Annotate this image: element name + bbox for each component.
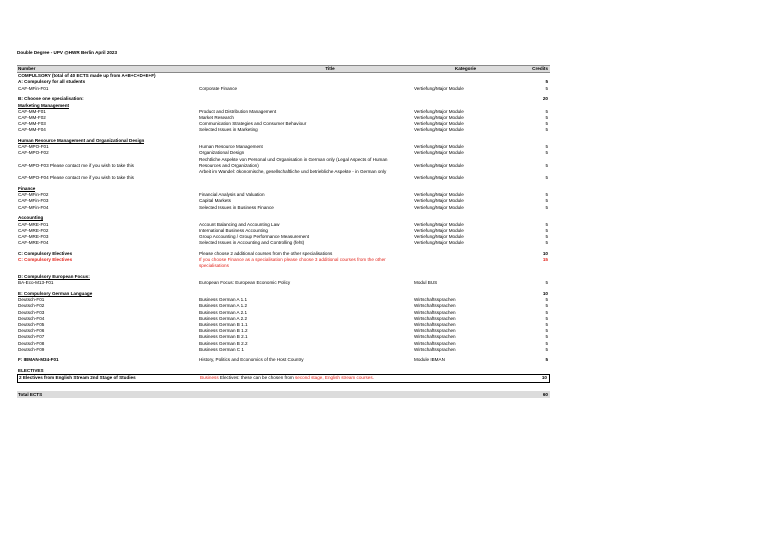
number-text: CAF-MRE-F02 xyxy=(18,227,49,233)
course-kategorie: Vertiefung/Major Module xyxy=(414,240,464,246)
course-title: Business German A 2.2 xyxy=(199,315,248,321)
course-credits: 5 xyxy=(545,315,548,321)
header-number: Number xyxy=(18,66,36,71)
course-credits: 5 xyxy=(545,175,548,181)
course-credits: 10 xyxy=(542,250,548,256)
number-text: CAF-MRE-F01 xyxy=(18,221,49,227)
number-text: CAF-MRE-F03 xyxy=(18,233,49,239)
course-credits: 5 xyxy=(545,144,548,150)
number-text: C: Compulsory Electives xyxy=(18,250,73,256)
course-credits: 5 xyxy=(545,121,548,127)
course-title: Account Balancing and Accounting Law xyxy=(199,221,280,227)
course-title: Human Resource Management xyxy=(199,144,263,150)
course-credits: 5 xyxy=(545,198,548,204)
number-text: Deutsch-F05 xyxy=(18,321,45,327)
course-title: Communication Strategies and Consumer Behaviour xyxy=(199,121,307,127)
course-kategorie: Vertiefung/Major Module xyxy=(414,192,464,198)
course-kategorie: Vertiefung/Major Module xyxy=(414,175,464,181)
course-credits: 5 xyxy=(545,303,548,309)
course-kategorie: Vertiefung/Major Module xyxy=(414,144,464,150)
number-text: Deutsch-F09 xyxy=(18,346,45,352)
course-kategorie: Wirtschaftssprachen xyxy=(414,303,456,309)
course-kategorie: Wirtschaftssprachen xyxy=(414,340,456,346)
course-credits: 5 xyxy=(545,297,548,303)
title-part: second stage, English stream courses. xyxy=(295,375,374,381)
course-title: Business German B 1.2 xyxy=(199,328,248,334)
number-text: COMPULSORY (total of 40 ECTS made up from A+B+C+D+E+F) xyxy=(18,73,156,79)
course-kategorie: Vertiefung/Major Module xyxy=(414,85,464,91)
course-kategorie: Vertiefung/Major Module xyxy=(414,198,464,204)
course-title: European Focus: European Economic Policy xyxy=(199,280,291,286)
course-kategorie: Module IBMAN xyxy=(414,357,445,363)
number-text: CAF-MM-F01 xyxy=(18,108,46,114)
course-kategorie: Vertiefung/Major Module xyxy=(414,227,464,233)
course-row xyxy=(17,157,550,169)
course-credits: 20 xyxy=(542,96,548,102)
course-credits: 5 xyxy=(545,162,548,168)
number-text: CAF-MPO-F01 xyxy=(18,144,49,150)
number-text: Finance xyxy=(18,186,36,191)
number-text: BA-Eco-M13-F01 xyxy=(18,280,54,286)
course-title: Group Accounting / Group Performance Measurement xyxy=(199,233,310,239)
section-label xyxy=(18,257,193,269)
total-credits: 60 xyxy=(542,391,548,397)
course-kategorie: Vertiefung/Major Module xyxy=(414,150,464,156)
header-kategorie: Kategorie xyxy=(454,66,477,71)
course-title xyxy=(200,375,410,381)
number-text: Accounting xyxy=(18,215,44,221)
course-table xyxy=(17,65,550,398)
title-black-part: Electives: these can be chosen from xyxy=(218,375,295,381)
number-text: Human Resource Management and Organizational Design xyxy=(18,138,145,144)
number-text: CAF-MRE-F04 xyxy=(18,240,49,246)
course-credits: 5 xyxy=(545,204,548,210)
number-text: E: Compulsory German Language xyxy=(18,291,93,297)
header-credits: Credits xyxy=(532,66,548,71)
number-text: CAF-MM-F03 xyxy=(18,121,46,127)
number-text: CAF-MM-F02 xyxy=(18,114,46,120)
number-text: C: Compulsory Electives xyxy=(18,257,73,263)
course-credits: 5 xyxy=(545,150,548,156)
course-title: Please choose 2 additional courses from the other specialisations xyxy=(199,250,333,256)
course-kategorie: Wirtschaftssprachen xyxy=(414,309,456,315)
header-title: Title xyxy=(325,66,335,71)
table-body xyxy=(17,73,550,382)
course-kategorie: Vertiefung/Major Module xyxy=(414,114,464,120)
course-title: Market Research xyxy=(199,114,234,120)
course-row xyxy=(17,169,550,181)
number-text: Deutsch-F02 xyxy=(18,303,45,309)
total-row xyxy=(17,391,550,398)
number-text: CAF-MFin-F02 xyxy=(18,192,49,198)
course-credits: 5 xyxy=(545,280,548,286)
course-title: Selected Issues in Business Finance xyxy=(199,204,274,210)
course-title: Rechtliche Aspekte von Personal und Organisation in German only (Legal Aspects of Human Resources and Organization) xyxy=(199,156,388,168)
course-kategorie: Vertiefung/Major Module xyxy=(414,121,464,127)
number-text: CAF-MFin-F04 xyxy=(18,204,49,210)
course-title: International Business Accounting xyxy=(199,227,268,233)
course-credits: 5 xyxy=(545,192,548,198)
course-kategorie: Vertiefung/Major Module xyxy=(414,233,464,239)
course-kategorie: Wirtschaftssprachen xyxy=(414,297,456,303)
course-title: Business German A 1.1 xyxy=(199,297,248,303)
course-title: Business German B 2.1 xyxy=(199,334,248,340)
course-credits: 5 xyxy=(545,334,548,340)
course-credits: 5 xyxy=(545,79,548,85)
course-kategorie: Vertiefung/Major Module xyxy=(414,204,464,210)
number-text: CAF-MM-F04 xyxy=(18,127,46,133)
course-credits: 5 xyxy=(545,321,548,327)
number-text: Deutsch-F08 xyxy=(18,340,45,346)
number-text: Deutsch-F07 xyxy=(18,334,45,340)
course-title: Business German A 1.2 xyxy=(199,303,248,309)
course-title: Business German B 1.1 xyxy=(199,321,248,327)
section-label xyxy=(19,375,194,381)
section-row xyxy=(17,374,550,382)
course-title: History, Politics and Economics of the Host Country xyxy=(199,357,304,363)
course-credits: 5 xyxy=(545,221,548,227)
course-title: If you choose Finance as a specialisation please choose 3 additional courses from the other specialisations xyxy=(199,257,386,269)
course-kategorie: Modul BUS xyxy=(414,280,438,286)
course-title: Arbeit im Wandel: ökonomische, gesellschaftliche und betriebliche Aspekte - in German only xyxy=(199,169,387,175)
number-text: CAF-MPO-F02 xyxy=(18,150,49,156)
course-credits: 10 xyxy=(542,291,548,297)
course-credits: 5 xyxy=(545,85,548,91)
course-title: Organizational Design xyxy=(199,150,245,156)
number-text: CAF-MPO-F04 Please contact me if you wish to take this xyxy=(18,175,134,181)
course-credits: 5 xyxy=(545,328,548,334)
table-header-row xyxy=(17,65,550,73)
title-red-part: Business xyxy=(200,375,219,381)
number-text: F: IBMAN-M34-F01 xyxy=(18,357,59,363)
course-title: Selected Issues in Accounting and Controlling (feht) xyxy=(199,240,305,246)
course-credits: 5 xyxy=(545,108,548,114)
course-kategorie: Vertiefung/Major Module xyxy=(414,108,464,114)
number-text: CAF-MFin-F03 xyxy=(18,198,49,204)
course-kategorie: Vertiefung/Major Module xyxy=(414,162,464,168)
course-kategorie: Wirtschaftssprachen xyxy=(414,346,456,352)
number-text: Deutsch-F03 xyxy=(18,309,45,315)
course-kategorie: Wirtschaftssprachen xyxy=(414,315,456,321)
number-text: B: Choose one specialisation: xyxy=(18,96,84,102)
course-credits: 5 xyxy=(545,309,548,315)
total-label: Total ECTS xyxy=(18,391,43,397)
course-credits: 5 xyxy=(545,340,548,346)
course-credits: 5 xyxy=(545,114,548,120)
course-kategorie: Wirtschaftssprachen xyxy=(414,328,456,334)
course-title: Business German A 2.1 xyxy=(199,309,248,315)
number-text: ELECTIVES xyxy=(18,368,44,374)
course-credits: 10 xyxy=(541,375,547,381)
number-text: Deutsch-F01 xyxy=(18,297,45,303)
course-credits: 15 xyxy=(542,257,548,263)
document-title: Double Degree - UPV @HWR Berlin April 2023 xyxy=(17,50,118,55)
course-credits: 5 xyxy=(545,227,548,233)
course-title: Corporate Finance xyxy=(199,85,238,91)
course-kategorie: Wirtschaftssprachen xyxy=(414,334,456,340)
number-text: D: Compulsory European Focus: xyxy=(18,274,90,280)
course-title: Business German C 1 xyxy=(199,346,244,352)
number-text: Deutsch-F06 xyxy=(18,328,45,334)
course-credits: 5 xyxy=(545,240,548,246)
course-title: Business German B 2.2 xyxy=(199,340,248,346)
course-kategorie: Vertiefung/Major Module xyxy=(414,127,464,133)
course-title: Selected Issues in Marketing xyxy=(199,127,258,133)
number-text: CAF-MPO-F03 Please contact me if you wish to take this xyxy=(18,162,134,168)
course-kategorie: Wirtschaftssprachen xyxy=(414,321,456,327)
course-kategorie: Vertiefung/Major Module xyxy=(414,221,464,227)
number-text: Marketing Management xyxy=(18,102,70,108)
number-text: A: Compulsory for all students xyxy=(18,79,86,85)
course-credits: 5 xyxy=(545,357,548,363)
course-title: Product and Distribution Management xyxy=(199,108,277,114)
title-part xyxy=(200,375,295,380)
course-title: Capital Markets xyxy=(199,198,231,204)
number-text: 2 Electives from English Stream 2nd Stage of Studies xyxy=(19,375,136,381)
course-credits: 5 xyxy=(545,233,548,239)
number-text: CAF-MFin-F01 xyxy=(18,85,49,91)
course-credits: 5 xyxy=(545,127,548,133)
course-title: Financial Analysis and Valuation xyxy=(199,192,265,198)
number-text: Deutsch-F04 xyxy=(18,315,45,321)
section-row xyxy=(17,257,550,269)
course-credits: 5 xyxy=(545,346,548,352)
